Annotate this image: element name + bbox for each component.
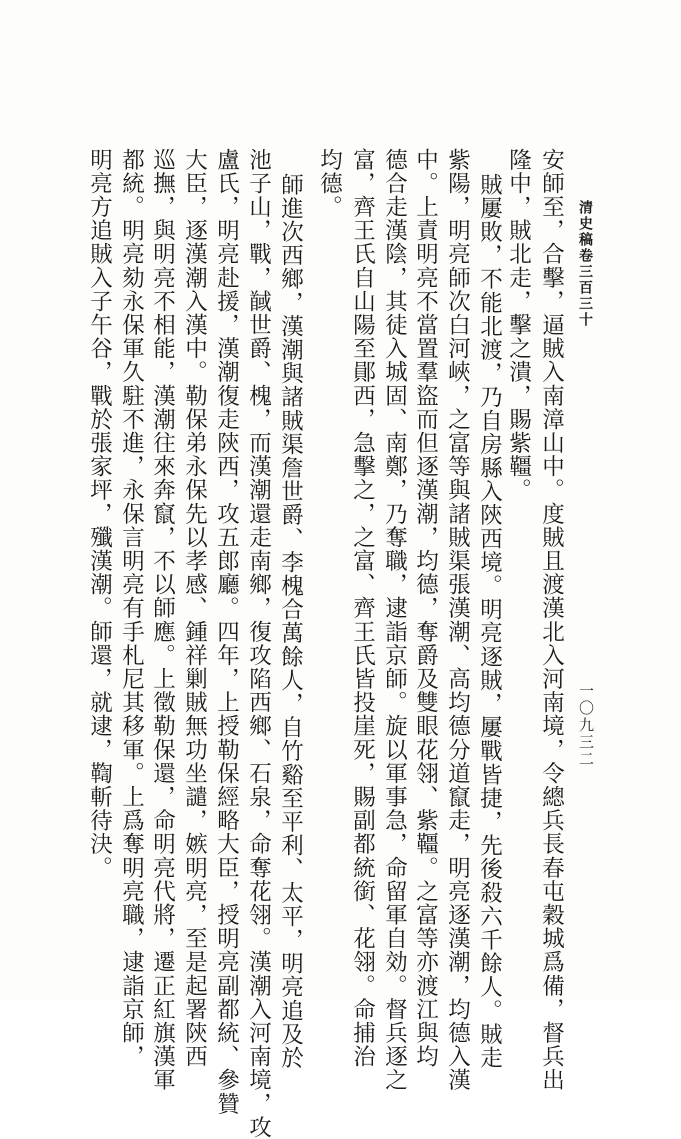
text-column: 賊屢敗，不能北渡，乃自房縣入陝西境。明亮逐賊，屢戰皆捷，先後殺六千餘人。賊走 <box>476 173 503 1070</box>
page-number: 一〇九三二 <box>577 683 595 768</box>
text-column: 都統。明亮劾永保軍久駐不進，永保言明亮有手札尼其移軍。上爲奪明亮職，逮詣京師， <box>118 148 145 1069</box>
text-column: 明亮方追賊入子午谷，戰於張家坪，殲漢潮。師還，就逮，鞫斬待決。 <box>86 148 113 880</box>
running-header: 清史稿卷三百三十 <box>577 200 593 328</box>
text-column: 盧氏，明亮赴援，漢潮復走陝西，攻五郎廳。四年，上授勒保經略大臣，授明亮副都統、參贊 <box>213 148 240 1116</box>
text-column: 德合走漢陰，其徒入城固、南鄭，乃奪職，逮詣京師。旋以軍事急，命留軍自効。督兵逐之 <box>381 148 408 1092</box>
text-column: 師進次西鄉，漢潮與諸賊渠詹世爵、李槐合萬餘人，自竹谿至平利、太平，明亮追及於 <box>277 173 304 1070</box>
text-column: 池子山，戰，馘世爵、槐，而漢潮還走南鄉，復攻陷西鄉、石泉，命奪花翎。漢潮入河南境，攻 <box>245 148 272 1139</box>
text-column: 安師至，合擊，逼賊入南漳山中。度賊且渡漢北入河南境，令總兵長春屯穀城爲備，督兵出 <box>538 148 565 1092</box>
text-column: 隆中，賊北走，擊之潰，賜紫韁。 <box>505 148 532 502</box>
text-column: 巡撫，與明亮不相能，漢潮往來奔竄，不以師應。上徵勒保還，命明亮代將，遷正紅旗漢軍 <box>149 148 176 1092</box>
text-column: 中。上責明亮不當置羣盜而但逐漢潮，均德，奪爵及雙眼花翎、紫韁。之富等亦渡江與均 <box>412 148 439 1069</box>
text-column: 富，齊王氏自山陽至鄖西，急擊之，之富、齊王氏皆投崖死，賜副都統銜、花翎。命捕治 <box>349 148 376 1069</box>
text-column: 均德。 <box>316 148 343 219</box>
text-column: 紫陽，明亮師次白河峽，之富等與諸賊渠張漢潮、高均德分道竄走，明亮逐漢潮，均德入漢 <box>444 148 471 1092</box>
text-column: 大臣，逐漢潮入漢中。勒保弟永保先以孝感、鍾祥剿賊無功坐譴，嫉明亮，至是起署陝西 <box>181 148 208 1069</box>
